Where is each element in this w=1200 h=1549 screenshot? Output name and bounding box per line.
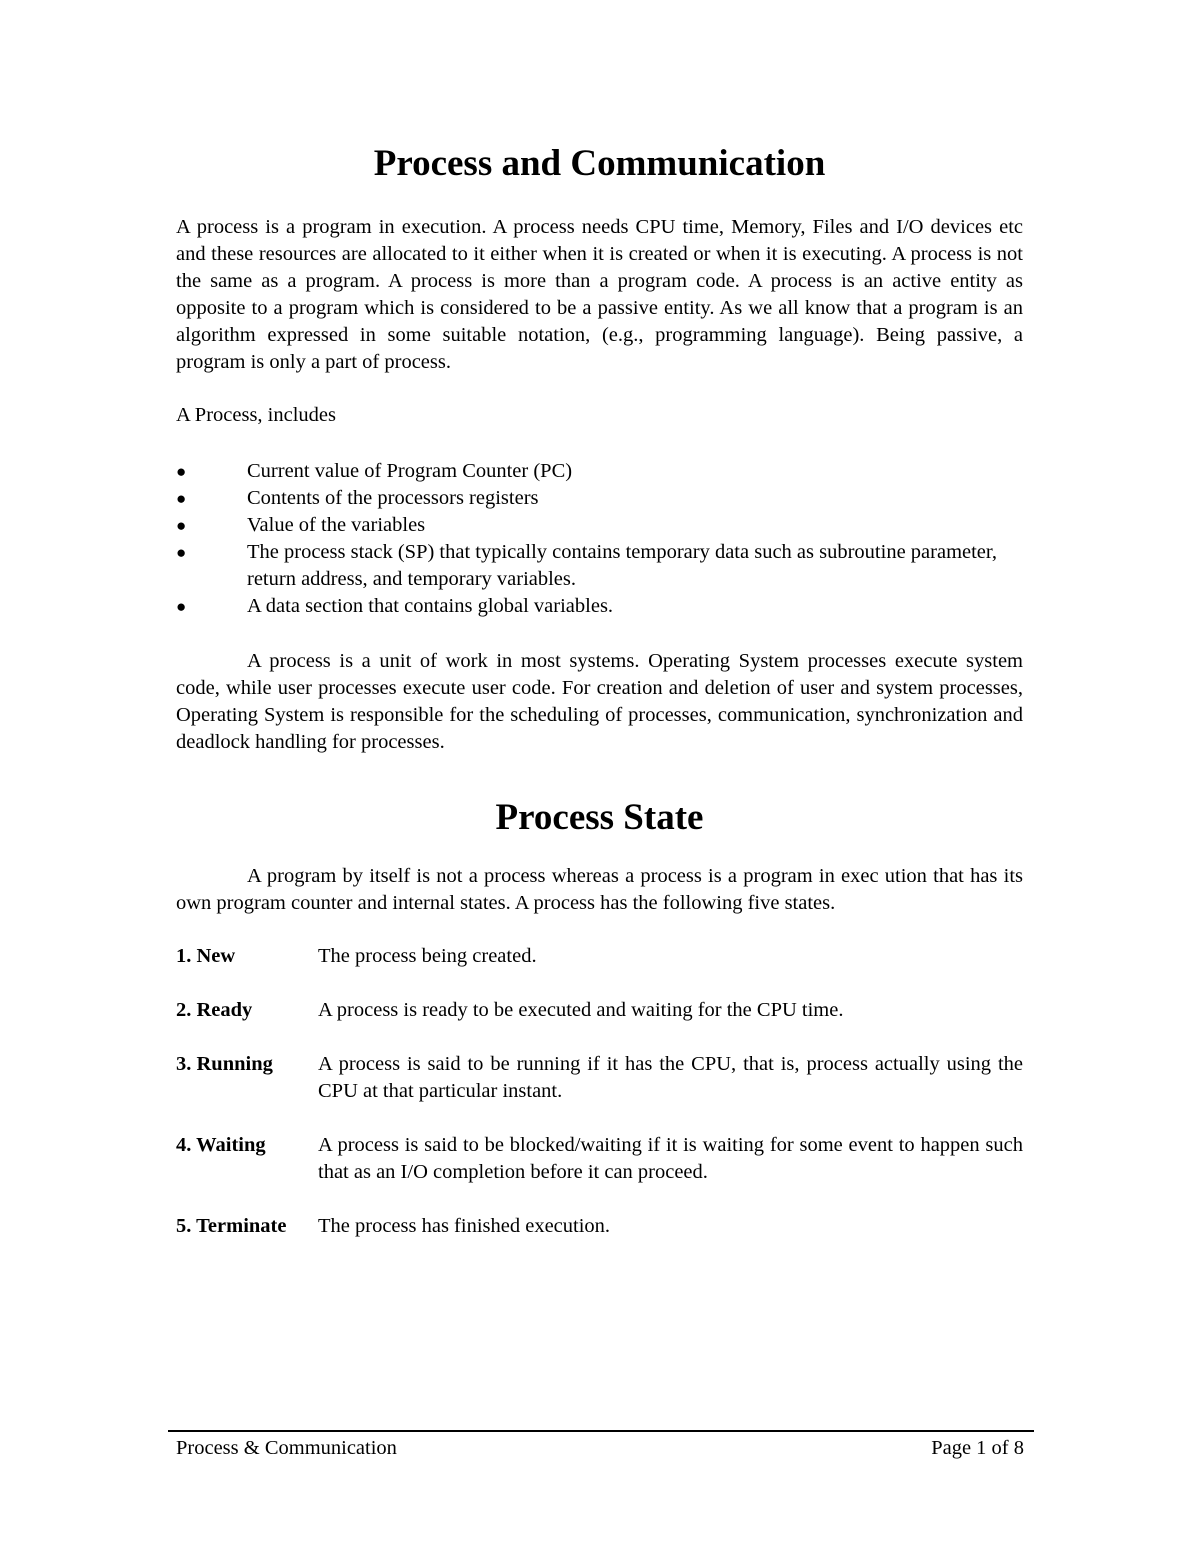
state-intro-paragraph: A program by itself is not a process whereas a process is a program in exec ution that has its own program counter and internal states. A process has the following five states. bbox=[176, 865, 1023, 914]
section-title-process-state: Process State bbox=[495, 797, 704, 838]
state-definition: A process is said to be running if it has the CPU, that is, process actually using the CPU at that particular instant. bbox=[318, 1053, 1023, 1102]
states-list bbox=[176, 943, 1023, 1240]
bullet-icon: ● bbox=[176, 462, 187, 481]
list-item-text: Contents of the processors registers bbox=[247, 487, 539, 509]
includes-heading: A Process, includes bbox=[176, 404, 336, 426]
bullet-icon: ● bbox=[176, 489, 187, 508]
page-content bbox=[176, 138, 1023, 1267]
list-item-text: Current value of Program Counter (PC) bbox=[247, 460, 573, 482]
state-row bbox=[176, 943, 1023, 970]
state-definition: The process being created. bbox=[318, 945, 537, 967]
state-term: 5. Terminate bbox=[176, 1215, 287, 1237]
list-item bbox=[176, 539, 1023, 593]
bullet-icon: ● bbox=[176, 516, 187, 535]
state-term: 4. Waiting bbox=[176, 1134, 266, 1156]
state-row bbox=[176, 997, 1023, 1024]
list-item bbox=[176, 485, 1023, 512]
footer-page-number: Page 1 of 8 bbox=[931, 1437, 1024, 1459]
intro-paragraph: A process is a program in execution. A process needs CPU time, Memory, Files and I/O devices etc and these resources are allocated to it either when it is created or when it is executing. A process is not the same as a program. A process is more than a program code. A process is an active entity as opposite to a program which is considered to be a passive entity. As we all know that a program is an algorithm expressed in some suitable notation, (e.g., programming language). Being passive, a program is only a part of process. bbox=[176, 216, 1023, 373]
list-item bbox=[176, 458, 1023, 485]
list-item bbox=[176, 593, 1023, 620]
footer-document-title: Process & Communication bbox=[176, 1437, 397, 1459]
state-definition: A process is ready to be executed and waiting for the CPU time. bbox=[318, 999, 844, 1021]
bullet-icon: ● bbox=[176, 597, 187, 616]
bullet-icon: ● bbox=[176, 543, 187, 562]
state-row bbox=[176, 1051, 1023, 1105]
state-definition: A process is said to be blocked/waiting if it is waiting for some event to happen such that as an I/O completion before it can proceed. bbox=[318, 1134, 1023, 1183]
includes-list bbox=[176, 458, 1023, 620]
page-footer bbox=[176, 1434, 1024, 1462]
state-row bbox=[176, 1132, 1023, 1186]
list-item-text: Value of the variables bbox=[247, 514, 426, 536]
page-title: Process and Communication bbox=[373, 143, 826, 184]
list-item-text: The process stack (SP) that typically contains temporary data such as subroutine parameter, return address, and temporary variables. bbox=[247, 541, 998, 590]
state-term: 3. Running bbox=[176, 1053, 273, 1075]
state-row bbox=[176, 1213, 1023, 1240]
state-definition: The process has finished execution. bbox=[318, 1215, 611, 1237]
state-term: 2. Ready bbox=[176, 999, 253, 1021]
list-item bbox=[176, 512, 1023, 539]
list-item-text: A data section that contains global variables. bbox=[247, 595, 614, 617]
footer-divider bbox=[168, 1430, 1034, 1432]
unit-of-work-paragraph: A process is a unit of work in most systems. Operating System processes execute system code, while user processes execute user code. For creation and deletion of user and system processes, Operating System is responsible for the scheduling of processes, communication, synchronization and deadlock handling for processes. bbox=[176, 650, 1023, 753]
state-term: 1. New bbox=[176, 945, 236, 967]
